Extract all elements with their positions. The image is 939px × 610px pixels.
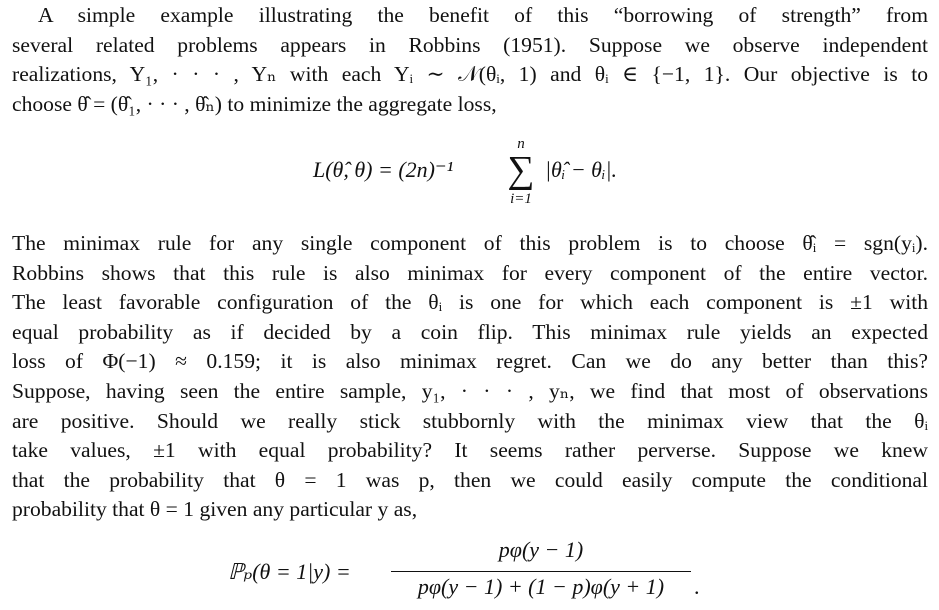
text-line: A simple example illustrating the benefit of this “borrowing of strength” from: [38, 3, 928, 27]
fraction-bar: [391, 571, 691, 572]
equation-lhs: L(θ̂, θ) = (2n)⁻¹: [313, 157, 454, 182]
text-line: take values, ±1 with equal probability? It seems rather perverse. Suppose we knew: [12, 438, 928, 463]
text-line: realizations, Y₁, · · · , Yₙ with each Yᵢ ∼ 𝒩(θᵢ, 1) and θᵢ ∈ {−1, 1}. Our objective is to: [12, 62, 928, 87]
text-line: Robbins shows that this rule is also minimax for every component of the entire vector.: [12, 260, 928, 285]
sum-symbol: ∑: [507, 149, 535, 191]
text-line: that the probability that θ = 1 was p, then we could easily compute the conditional: [12, 467, 928, 492]
text-line: are positive. Should we really stick stubbornly with the minimax view that the θᵢ: [12, 408, 928, 433]
sum-lower-limit: i=1: [510, 191, 532, 207]
text-line: loss of Φ(−1) ≈ 0.159; it is also minimax regret. Can we do any better than this?: [12, 349, 928, 374]
text-line: Suppose, having seen the entire sample, y₁, · · · , yₙ, we find that most of observations: [12, 378, 928, 403]
text-line: The least favorable configuration of the θᵢ is one for which each component is ±1 with: [12, 290, 928, 315]
text-line: choose θ̂ = (θ̂₁, · · · , θ̂ₙ) to minimize the aggregate loss,: [12, 91, 497, 116]
text-line: probability that θ = 1 given any particular y as,: [12, 497, 418, 522]
sum-upper-limit: n: [517, 136, 525, 152]
summation: [499, 136, 543, 214]
fraction-denominator: pφ(y − 1) + (1 − p)φ(y + 1): [417, 574, 665, 599]
fraction-numerator: pφ(y − 1): [498, 537, 584, 562]
text-line: The minimax rule for any single component of this problem is to choose θ̂ᵢ = sgn(yᵢ).: [12, 231, 928, 255]
equation-rhs: |θ̂ᵢ − θᵢ|.: [545, 157, 618, 182]
paragraph-minimax: [12, 229, 928, 525]
equation-period: .: [694, 574, 700, 599]
loss-equation: [313, 136, 643, 214]
text-line: several related problems appears in Robbins (1951). Suppose we observe independent: [12, 32, 928, 57]
text-line: equal probability as if decided by a coin flip. This minimax rule yields an expected: [12, 319, 928, 344]
conditional-probability-equation: [228, 537, 698, 607]
equation-lhs: ℙₚ(θ = 1|y) =: [228, 559, 351, 584]
paragraph-intro: [12, 1, 928, 119]
